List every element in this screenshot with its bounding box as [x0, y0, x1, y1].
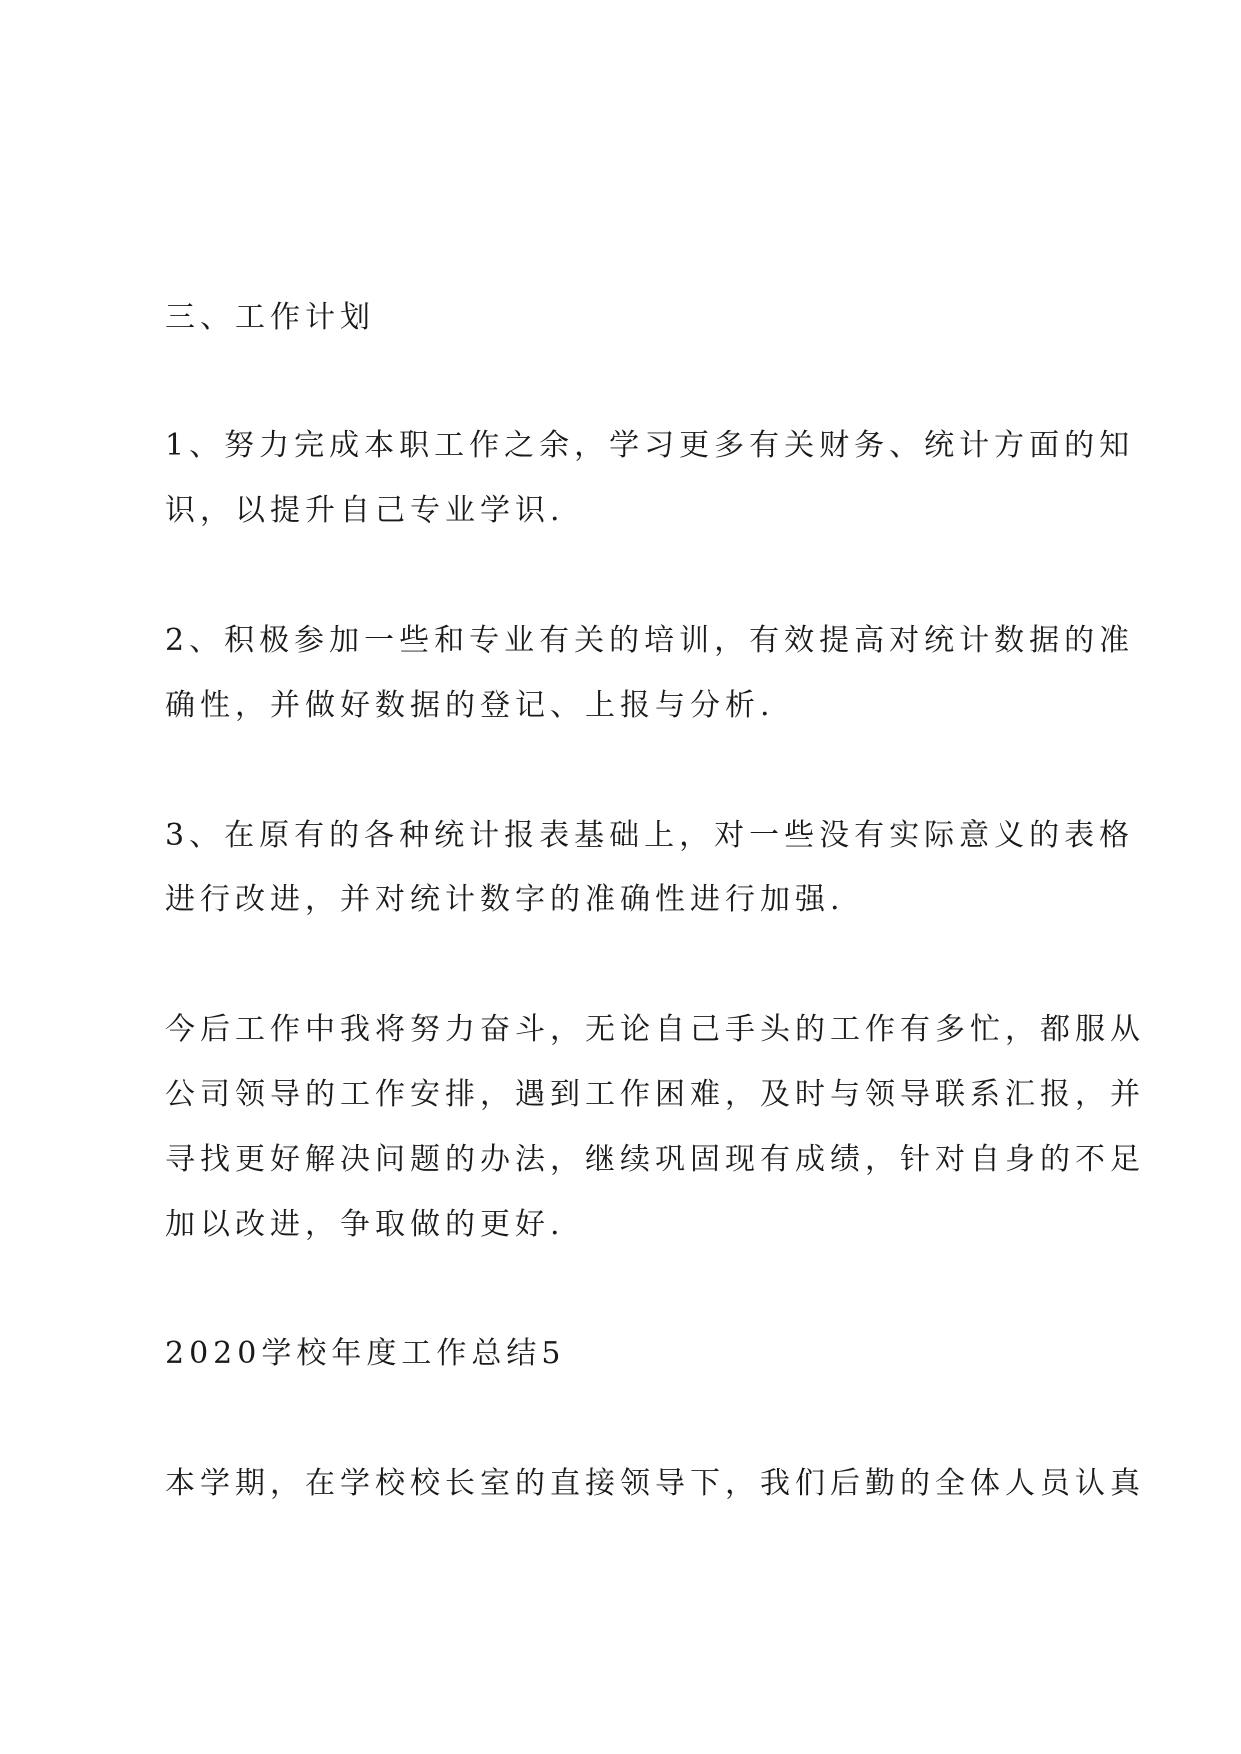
closing-paragraph-line-3: 寻找更好解决问题的办法，继续巩固现有成绩，针对自身的不足: [165, 1142, 1145, 1177]
closing-paragraph-line-2: 公司领导的工作安排，遇到工作困难，及时与领导联系汇报，并: [165, 1077, 1145, 1112]
plan-item-2-line-1: 2、积极参加一些和专业有关的培训，有效提高对统计数据的准: [165, 623, 1135, 658]
plan-item-2-line-2: 确性，并做好数据的登记、上报与分析.: [165, 688, 775, 723]
plan-item-1-line-1: 1、努力完成本职工作之余，学习更多有关财务、统计方面的知: [165, 428, 1135, 463]
plan-item-3-line-1: 3、在原有的各种统计报表基础上，对一些没有实际意义的表格: [165, 818, 1135, 853]
section-heading: 三、工作计划: [165, 300, 375, 335]
next-section-title: 2020学校年度工作总结5: [165, 1336, 566, 1371]
plan-item-3-line-2: 进行改进，并对统计数字的准确性进行加强.: [165, 882, 845, 917]
closing-paragraph-line-4: 加以改进，争取做的更好.: [165, 1207, 565, 1242]
plan-item-1-line-2: 识，以提升自己专业学识.: [165, 493, 565, 528]
closing-paragraph-line-1: 今后工作中我将努力奋斗，无论自己手头的工作有多忙，都服从: [165, 1012, 1145, 1047]
next-paragraph-line-1: 本学期，在学校校长室的直接领导下，我们后勤的全体人员认真: [165, 1466, 1145, 1501]
